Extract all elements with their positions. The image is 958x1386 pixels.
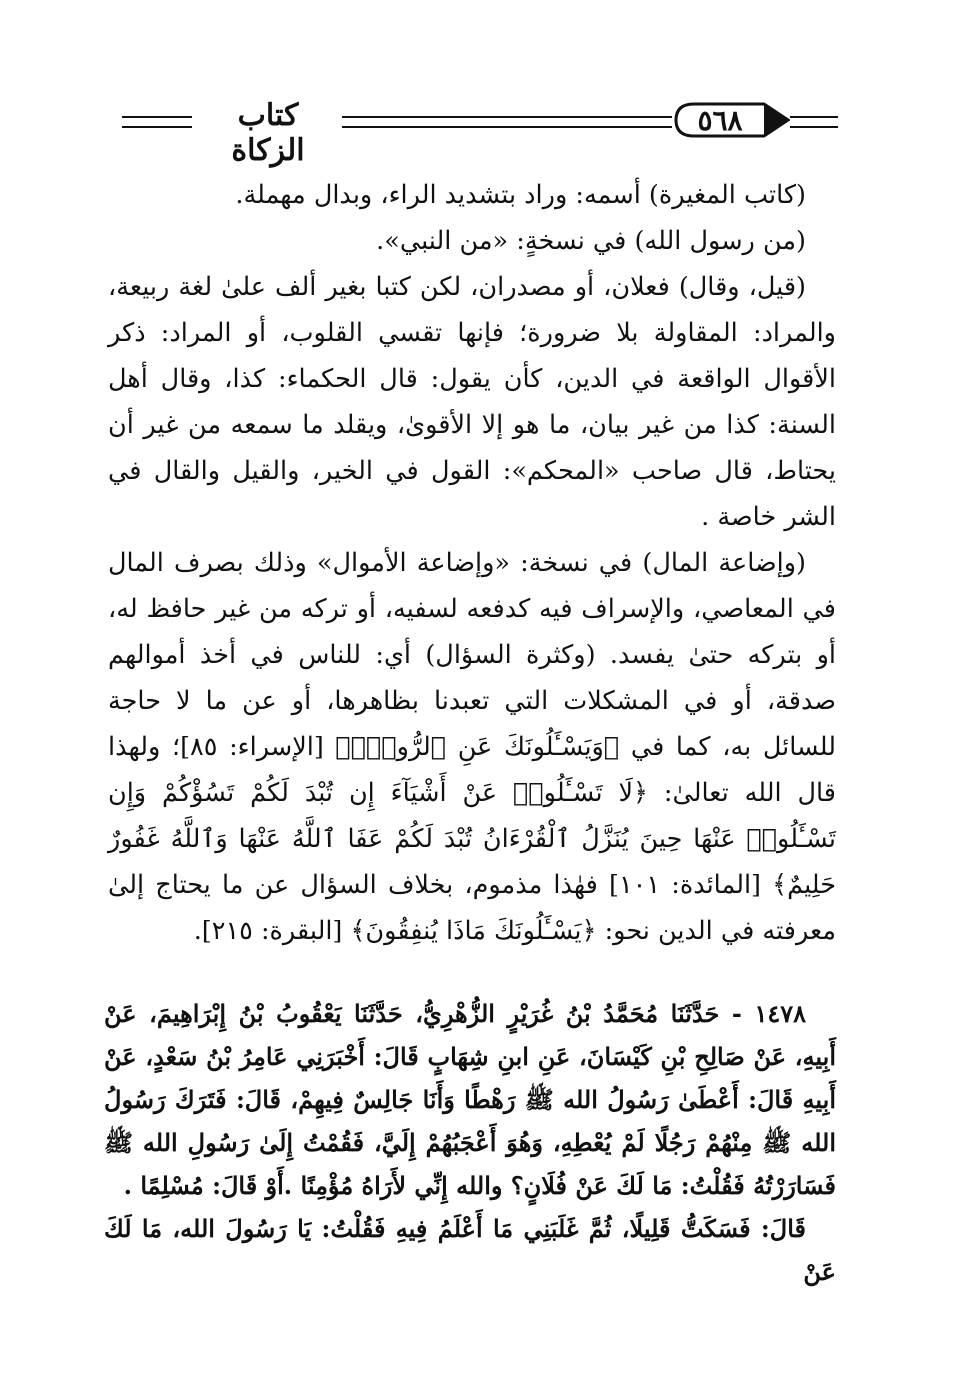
book-title: كتاب الزكاة: [231, 98, 305, 168]
page-header: [112, 96, 832, 168]
header-rule-left: [122, 116, 192, 128]
commentary-text: [108, 172, 836, 954]
page-number: ٥٦٨: [697, 104, 743, 137]
page-number-badge: [672, 100, 790, 140]
hadith-text: [104, 992, 836, 1293]
hadith-paragraph: قَالَ: فَسَكَتُّ قَلِيلًا، ثُمَّ غَلَبَنِي مَا أَعْلَمُ فِيهِ فَقُلْتُ: يَا رَسُولَ الله، مَا لَكَ عَنْ: [104, 1214, 836, 1286]
commentary-paragraph: (قيل، وقال) فعلان، أو مصدران، لكن كتبا بغير ألف علىٰ لغة ربيعة، والمراد: المقاولة بلا ضرورة؛ فإنها تقسي القلوب، أو المراد: ذكر الأقوال الواقعة في الدين، كأن يقول: قال الحكماء: كذا، وقال أهل السنة: كذا من غير بيان، ما هو إلا الأقوىٰ، ويقلد ما سمعه من غير أن يحتاط، قال صاحب «المحكم»: القول في الخير، والقيل والقال في الشر خاصة .: [108, 272, 836, 532]
commentary-paragraph: (وإضاعة المال) في نسخة: «وإضاعة الأموال» وذلك بصرف المال في المعاصي، والإسراف فيه كدفعه لسفيه، أو تركه من غير حافظ له، أو بتركه حتىٰ يفسد. (وكثرة السؤال) أي: للناس في أخذ أموالهم صدقة، أو في المشكلات التي تعبدنا بظاهرها، أو عن ما لا حاجة للسائل به، كما في ﴿وَيَسْـَٔلُونَكَ عَنِ ٱلرُّوحِۖ﴾ [الإسراء: ٨٥]؛ ولهذا قال الله تعالىٰ: ﴿لَا تَسْـَٔلُوا۟ عَنْ أَشْيَآءَ إِن تُبْدَ لَكُمْ تَسُؤْكُمْ وَإِن تَسْـَٔلُوا۟ عَنْهَا حِينَ يُنَزَّلُ ٱلْقُرْءَانُ تُبْدَ لَكُمْ عَفَا ٱللَّهُ عَنْهَا وَٱللَّهُ غَفُورٌ حَلِيمٌ﴾ [المائدة: ١٠١] فهٰذا مذموم، بخلاف السؤال عن ما يحتاج إلىٰ معرفته في الدين نحو: ﴿يَسْـَٔلُونَكَ مَاذَا يُنفِقُونَ﴾ [البقرة: ٢١٥].: [108, 548, 837, 946]
hadith-paragraph: ١٤٧٨ - حَدَّثَنَا مُحَمَّدُ بْنُ غُرَيْرٍ الزُّهْرِيُّ، حَدَّثَنَا يَعْقُوبُ بْنُ إِبْرَاهِيمَ، عَنْ أَبِيهِ، عَنْ صَالِحِ بْنِ كَيْسَانَ، عَنِ ابنِ شِهَابٍ قَالَ: أَخْبَرَنِي عَامِرُ بْنُ سَعْدٍ، عَنْ أَبِيهِ قَالَ: أَعْطَىٰ رَسُولُ الله ﷺ رَهْطًا وَأَنَا جَالِسٌ فِيهِمْ، قَالَ: فَتَرَكَ رَسُولُ الله ﷺ مِنْهُمْ رَجُلًا لَمْ يُعْطِهِ، وَهُوَ أَعْجَبُهُمْ إِلَيَّ، فَقُمْتُ إِلَىٰ رَسُولِ الله ﷺ فَسَارَرْتُهُ فَقُلْتُ: مَا لَكَ عَنْ فُلَانٍ؟ والله إِنِّي لأَرَاهُ مُؤْمِنًا .أَوْ قَالَ: مُسْلِمًا .: [104, 999, 836, 1200]
header-rule-right: [790, 116, 838, 128]
commentary-paragraph: (كاتب المغيرة) أسمه: وراد بتشديد الراء، وبدال مهملة.: [235, 180, 806, 210]
commentary-paragraph: (من رسول الله) في نسخةٍ: «من النبي».: [376, 226, 806, 256]
header-rule-middle: [342, 116, 672, 128]
